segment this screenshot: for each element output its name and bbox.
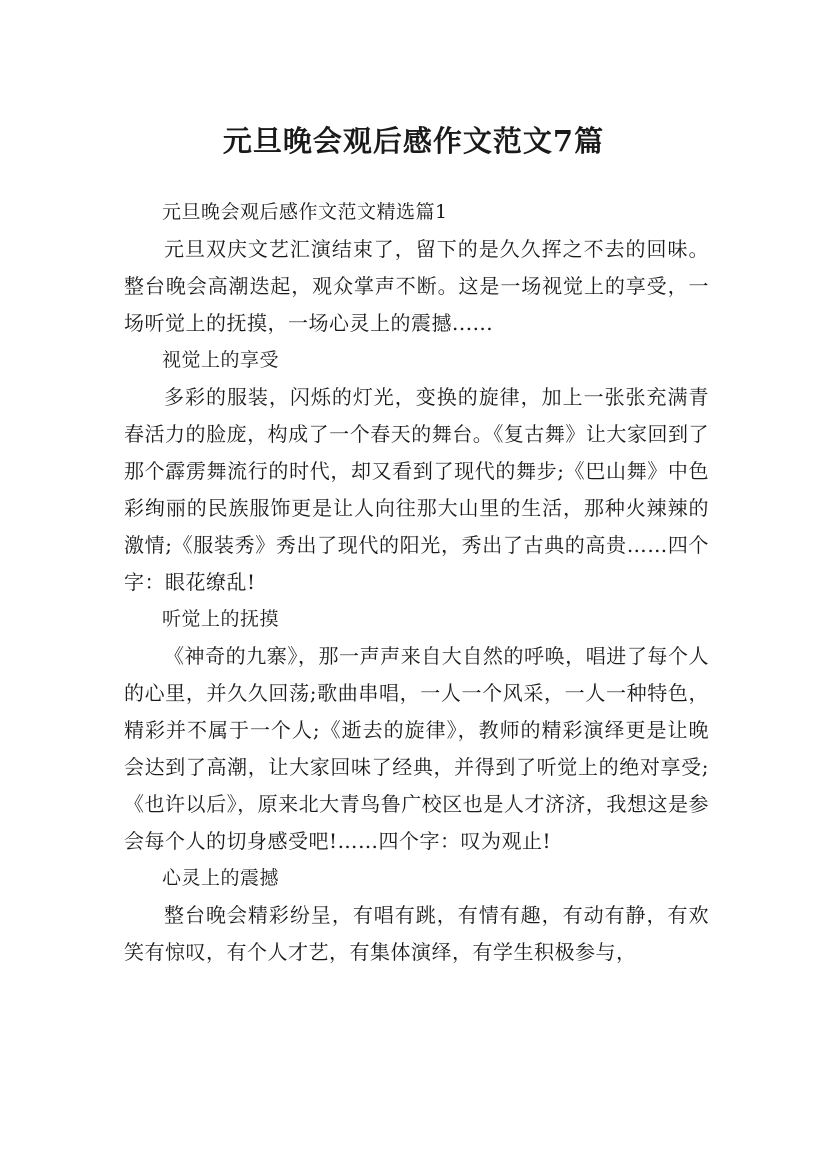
- document-title: 元旦晚会观后感作文范文7篇: [222, 124, 605, 159]
- section-heading-heart: 心灵上的震撼: [162, 867, 280, 889]
- document-body: [124, 194, 709, 971]
- section-heading-1: 元旦晚会观后感作文范文精选篇1: [162, 201, 448, 223]
- paragraph-auditory: 《神奇的九寨》，那一声声来自大自然的呼唤，唱进了每个人的心里，并久久回荡;歌曲串唱，一人一个风采，一人一种特色，精彩并不属于一个人;《逝去的旋律》，教师的精彩演绎更是让晚会达到了高潮，让大家回味了经典，并得到了听觉上的绝对享受;《也许以后》，原来北大青鸟鲁广校区也是人才济济，我想这是参会每个人的切身感受吧!……四个字：叹为观止!: [124, 644, 709, 853]
- paragraph-visual: 多彩的服装，闪烁的灯光，变换的旋律，加上一张张充满青春活力的脸庞，构成了一个春天的舞台。《复古舞》让大家回到了那个霹雳舞流行的时代，却又看到了现代的舞步;《巴山舞》中色彩绚丽的民族服饰更是让人向往那大山里的生活，那种火辣辣的激情;《服装秀》秀出了现代的阳光，秀出了古典的高贵……四个字：眼花缭乱!: [124, 385, 709, 594]
- paragraph-intro: 元旦双庆文艺汇演结束了，留下的是久久挥之不去的回味。整台晚会高潮迭起，观众掌声不断。这是一场视觉上的享受，一场听觉上的抚摸，一场心灵上的震撼......: [124, 237, 709, 335]
- section-heading-auditory: 听觉上的抚摸: [162, 608, 280, 630]
- section-heading-visual: 视觉上的享受: [162, 349, 280, 371]
- paragraph-heart: 整台晚会精彩纷呈，有唱有跳，有情有趣，有动有静，有欢笑有惊叹，有个人才艺，有集体演绎，有学生积极参与，: [124, 903, 709, 964]
